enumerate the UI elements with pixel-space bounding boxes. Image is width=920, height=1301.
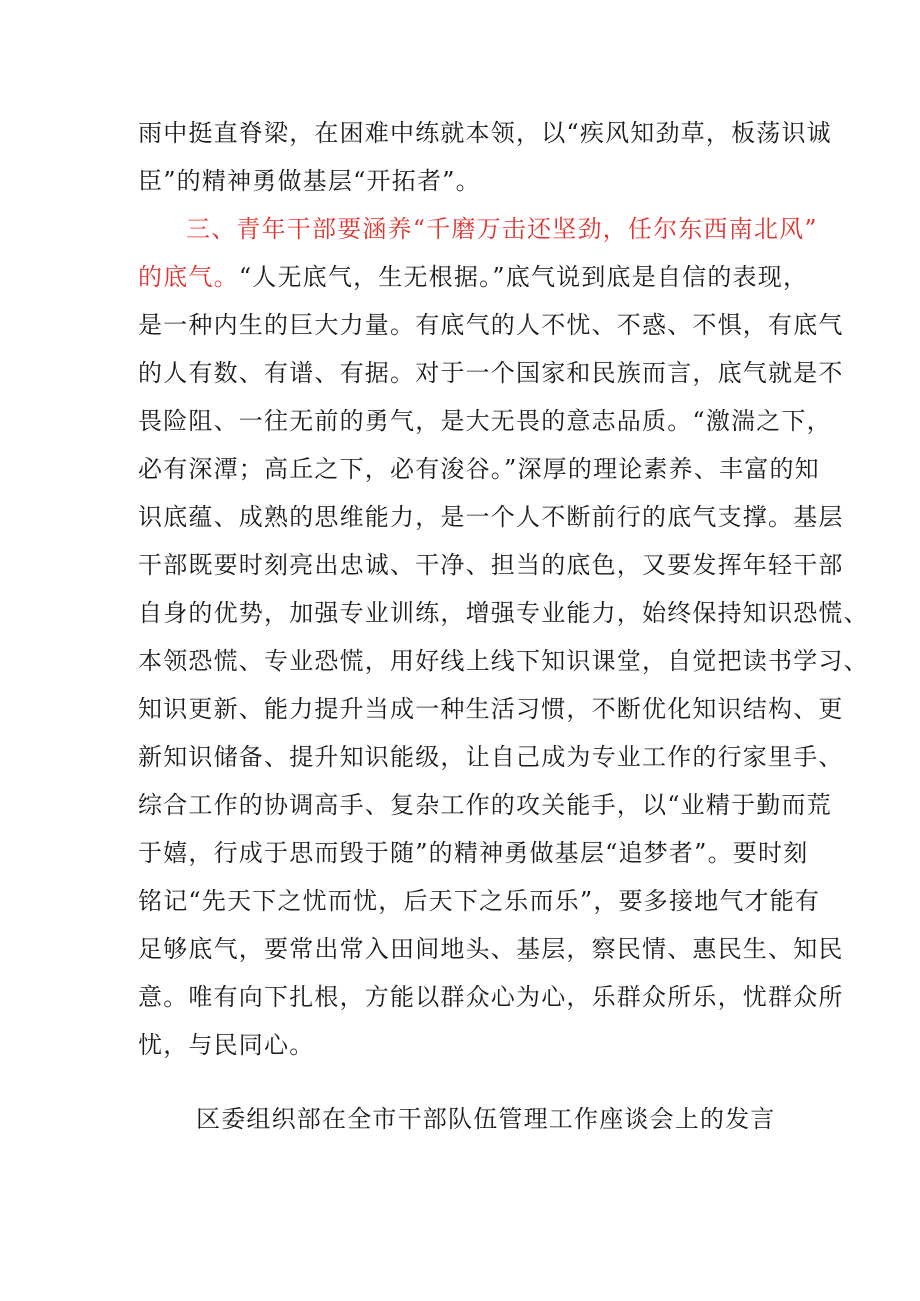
next-document-title: 区委组织部在全市干部队伍管理工作座谈会上的发言 [196, 1105, 776, 1133]
body-line-7: 自身的优势，加强专业训练，增强专业能力，始终保持知识恐慌、 [138, 599, 869, 627]
intro-line-2: 臣”的精神勇做基层“开拓者”。 [138, 167, 481, 195]
body-line-14: 足够底气，要常出常入田间地头、基层，察民情、惠民生、知民 [138, 935, 844, 963]
body-line-13: 铭记“先天下之忧而忧，后天下之乐而乐”，要多接地气才能有 [138, 887, 821, 915]
body-line-6: 干部既要时刻亮出忠诚、干净、担当的底色，又要发挥年轻干部 [138, 551, 844, 579]
heading-continuation-line [138, 262, 808, 292]
section-heading-line-2: 的底气。 [138, 263, 239, 291]
heading-tail-text: “人无底气，生无根据。”底气说到底是自信的表现， [238, 263, 809, 291]
intro-line-1: 雨中挺直脊梁，在困难中练就本领，以“疾风知劲草，板荡识诚 [138, 119, 832, 147]
body-line-12: 于嬉，行成于思而毁于随”的精神勇做基层“追梦者”。要时刻 [138, 839, 809, 867]
body-line-15: 意。唯有向下扎根，方能以群众心为心，乐群众所乐，忧群众所 [138, 983, 844, 1011]
body-line-1: 是一种内生的巨大力量。有底气的人不忧、不惑、不惧，有底气 [138, 311, 844, 339]
body-line-8: 本领恐慌、专业恐慌，用好线上线下知识课堂，自觉把读书学习、 [138, 647, 869, 675]
body-line-3: 畏险阻、一往无前的勇气，是大无畏的意志品质。“激湍之下， [138, 407, 832, 435]
body-line-2: 的人有数、有谱、有据。对于一个国家和民族而言，底气就是不 [138, 359, 844, 387]
body-line-9: 知识更新、能力提升当成一种生活习惯，不断优化知识结构、更 [138, 695, 844, 723]
section-heading-line-1: 三、青年干部要涵养“千磨万击还坚劲，任尔东西南北风” [186, 215, 818, 243]
body-line-10: 新知识储备、提升知识能级，让自己成为专业工作的行家里手、 [138, 743, 844, 771]
body-line-5: 识底蕴、成熟的思维能力，是一个人不断前行的底气支撑。基层 [138, 503, 844, 531]
body-line-4: 必有深潭；高丘之下，必有浚谷。”深厚的理论素养、丰富的知 [138, 455, 820, 483]
body-line-16: 忧，与民同心。 [138, 1031, 315, 1059]
body-line-11: 综合工作的协调高手、复杂工作的攻关能手，以“业精于勤而荒 [138, 791, 832, 819]
